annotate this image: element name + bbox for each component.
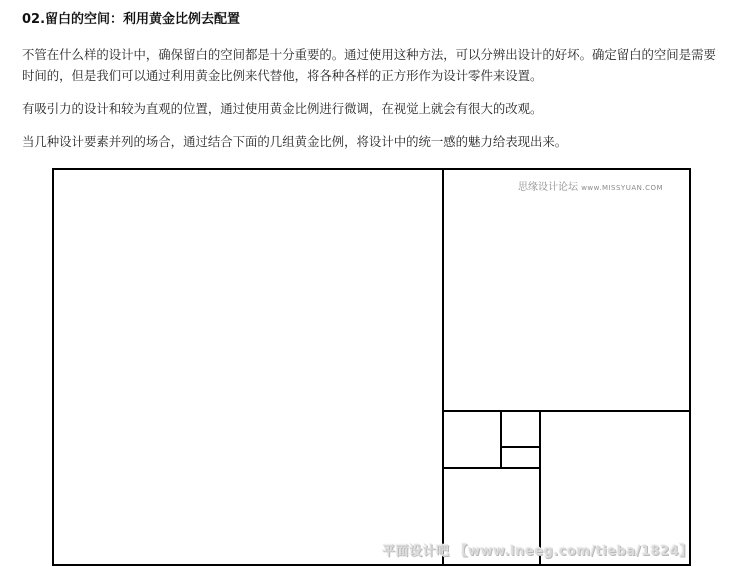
outer-frame [53, 169, 690, 565]
golden-ratio-diagram [52, 168, 692, 566]
watermark-lneeg: 平面设计吧 【www.lneeg.com/tieba/1824】 [382, 544, 693, 559]
paragraph-3: 当几种设计要素并列的场合，通过结合下面的几组黄金比例，将设计中的统一感的魅力给表现出来。 [22, 134, 568, 149]
golden-ratio-figure [52, 168, 692, 566]
article-title: 02.留白的空间：利用黄金比例去配置 [22, 12, 241, 27]
paragraph-2: 有吸引力的设计和较为直观的位置，通过使用黄金比例进行微调，在视觉上就会有很大的改观。 [22, 101, 543, 116]
watermark-missyuan-text: 思缘设计论坛 [518, 182, 578, 193]
watermark-missyuan [518, 178, 663, 193]
watermark-missyuan-url: www.MISSYUAN.COM [581, 184, 664, 192]
paragraph-1: 不管在什么样的设计中，确保留白的空间都是十分重要的。通过使用这种方法，可以分辨出设计的好坏。确定留白的空间是需要时间的，但是我们可以通过利用黄金比例来代替他，将各种各样的正方形作为设计零件来设置。 [22, 47, 716, 83]
